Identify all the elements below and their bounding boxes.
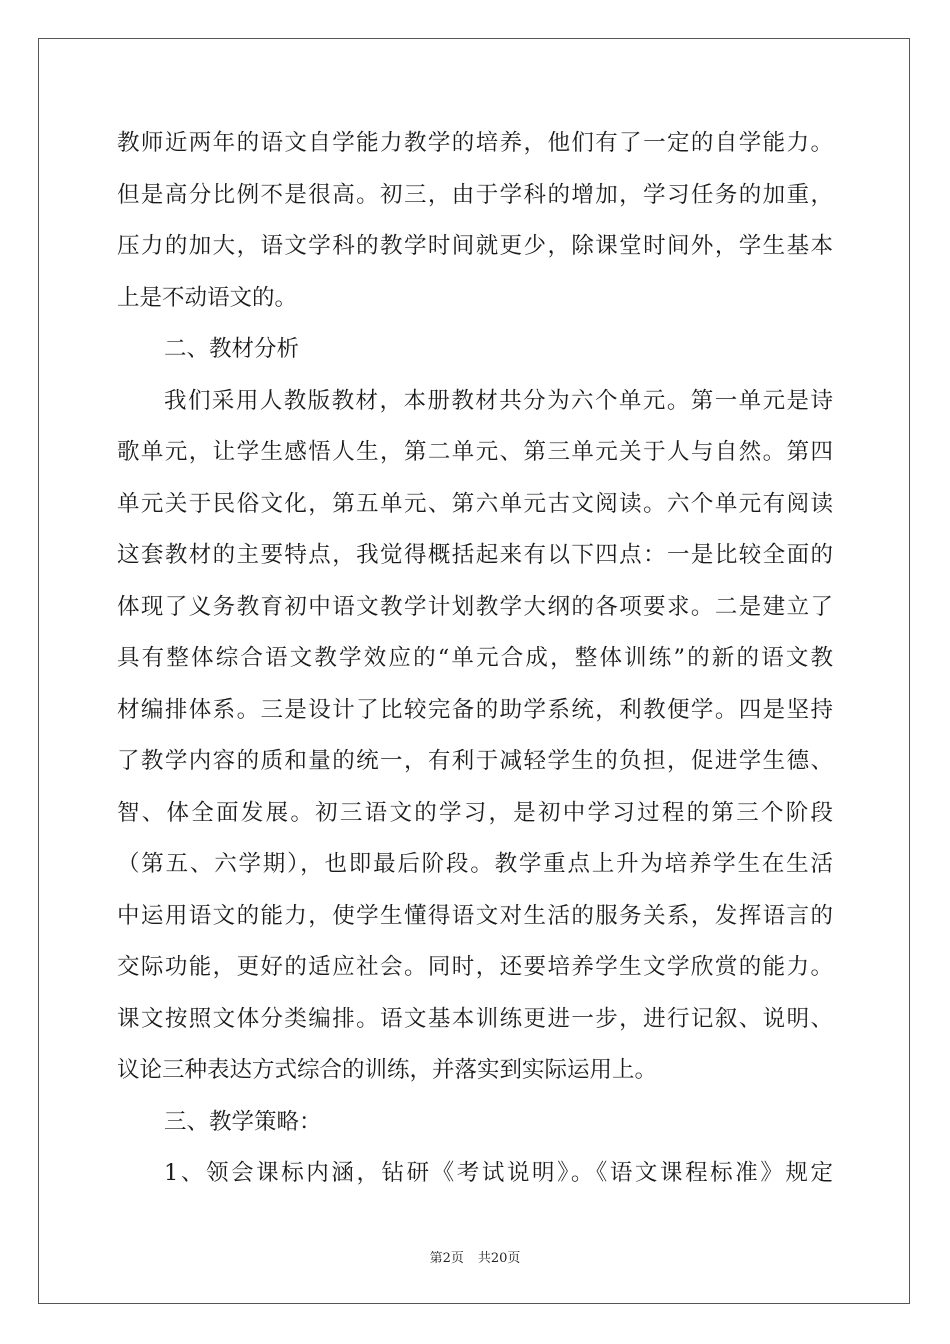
text-line: 我们采用人教版教材，本册教材共分为六个单元。第一单元是诗 xyxy=(164,387,833,414)
text-line: 1、领会课标内涵，钻研《考试说明》。《语文课程标准》规定 xyxy=(164,1160,833,1186)
text-line: 议论三种表达方式综合的训练，并落实到实际运用上。 xyxy=(117,1057,658,1083)
section-heading-strategy: 三、教学策略： xyxy=(164,1108,322,1135)
page-footer xyxy=(0,1247,950,1266)
text-line: 了教学内容的质和量的统一，有利于减轻学生的负担，促进学生德、 xyxy=(117,748,833,774)
text-line: （第五、六学期），也即最后阶段。教学重点上升为培养学生在生活 xyxy=(117,851,833,877)
text-line: 体现了义务教育初中语文教学计划教学大纲的各项要求。二是建立了 xyxy=(117,593,833,620)
text-line: 这套教材的主要特点，我觉得概括起来有以下四点：一是比较全面的 xyxy=(117,542,833,568)
text-line: 课文按照文体分类编排。语文基本训练更进一步，进行记叙、说明、 xyxy=(117,1005,833,1032)
text-line: 具有整体综合语文教学效应的“单元合成，整体训练”的新的语文教 xyxy=(117,645,833,671)
text-line: 教师近两年的语文自学能力教学的培养，他们有了一定的自学能力。 xyxy=(117,130,833,156)
text-line: 中运用语文的能力，使学生懂得语文对生活的服务关系，发挥语言的 xyxy=(117,902,833,929)
text-line: 歌单元，让学生感悟人生，第二单元、第三单元关于人与自然。第四 xyxy=(117,439,833,465)
text-line: 材编排体系。三是设计了比较完备的助学系统，利教便学。四是坚持 xyxy=(117,696,833,723)
text-line: 交际功能，更好的适应社会。同时，还要培养学生文学欣赏的能力。 xyxy=(117,954,833,980)
section-heading-materials: 二、教材分析 xyxy=(164,336,300,362)
page-number: 第2页 xyxy=(429,1251,464,1266)
document-body xyxy=(117,118,833,1200)
text-line: 上是不动语文的。 xyxy=(117,284,298,311)
text-line: 智、体全面发展。初三语文的学习，是初中学习过程的第三个阶段 xyxy=(117,799,833,826)
text-line: 压力的加大，语文学科的教学时间就更少，除课堂时间外，学生基本 xyxy=(117,233,833,259)
text-line: 但是高分比例不是很高。初三，由于学科的增加，学习任务的加重， xyxy=(117,181,833,208)
page-total: 共20页 xyxy=(477,1251,521,1266)
text-line: 单元关于民俗文化，第五单元、第六单元古文阅读。六个单元有阅读 xyxy=(117,490,833,517)
